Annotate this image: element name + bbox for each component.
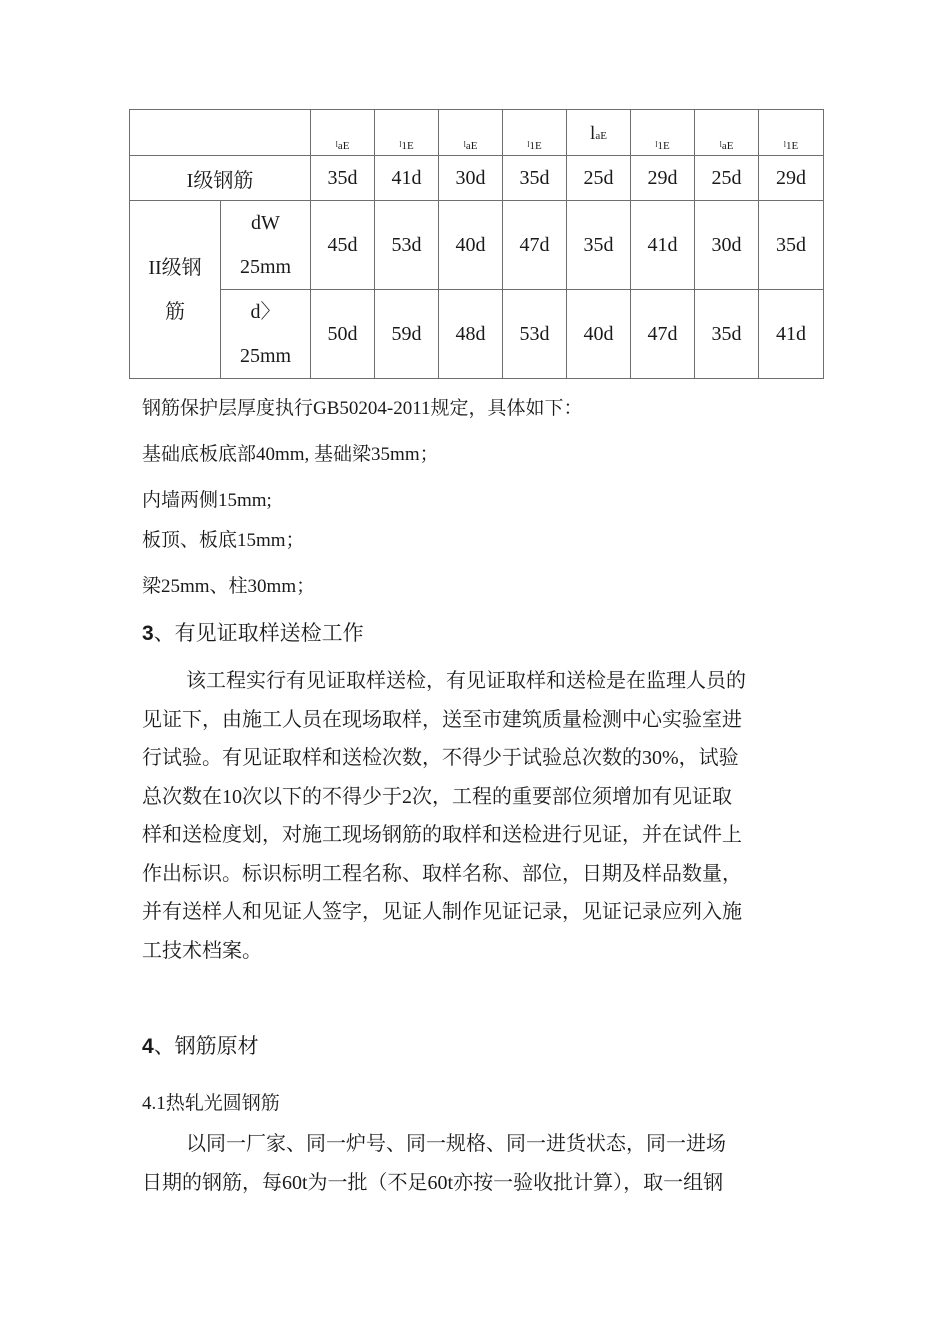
condition-line: dW (251, 212, 280, 234)
table-cell: 41d (375, 156, 439, 201)
condition-cell (221, 201, 311, 290)
table-cell: 35d (503, 156, 567, 201)
paragraph-line: 该工程实行有见证取样送检，有见证取样和送检是在监理人员的 (186, 670, 746, 692)
section-number: 4 (142, 1035, 154, 1058)
header-cell: $^l$aE (439, 110, 503, 156)
paragraph-line: 样和送检度划，对施工现场钢筋的取样和送检进行见证，并在试件上 (142, 824, 742, 846)
table-cell: 35d (311, 156, 375, 201)
table-cell: 35d (759, 201, 824, 290)
cover-intro: 钢筋保护层厚度执行GB50204-2011规定，具体如下： (142, 398, 583, 419)
paragraph-line: 作出标识。标识标明工程名称、取样名称、部位，日期及样品数量， (142, 862, 742, 885)
condition-line: 25mm (239, 345, 292, 367)
table-cell: 30d (695, 201, 759, 290)
section-4-heading (142, 1030, 259, 1060)
table-cell: 47d (503, 201, 567, 290)
table-cell: 40d (567, 290, 631, 379)
table-row (130, 156, 824, 201)
table-cell: 45d (311, 201, 375, 290)
table-cell: 35d (695, 290, 759, 379)
table-cell: 48d (439, 290, 503, 379)
table-cell: 47d (631, 290, 695, 379)
table-cell: 35d (567, 201, 631, 290)
header-empty-cell (130, 110, 311, 156)
table-cell: 25d (695, 156, 759, 201)
table-row (130, 290, 824, 379)
table-cell: 50d (311, 290, 375, 379)
paragraph-line: 总次数在10次以下的不得少于2次，工程的重要部位须增加有见证取 (142, 785, 732, 808)
section-4-1-heading: 4.1热轧光圆钢筋 (142, 1093, 280, 1114)
row-label: I级钢筋 (130, 156, 311, 201)
paragraph-line: 工技术档案。 (142, 939, 262, 962)
section-title: 、钢筋原材 (153, 1035, 259, 1058)
cover-line: 梁25mm、柱30mm； (142, 576, 316, 597)
table-cell: 53d (503, 290, 567, 379)
anchorage-length-table (129, 109, 824, 379)
table-cell: 41d (759, 290, 824, 379)
paragraph-line: 行试验。有见证取样和送检次数，不得少于试验总次数的30%，试验 (142, 747, 739, 769)
group-label-line: 筋 (165, 300, 185, 323)
paragraph-line: 并有送样人和见证人签字，见证人制作见证记录，见证记录应列入施 (142, 901, 742, 923)
cover-line: 内墙两侧15mm; (142, 490, 272, 511)
header-cell: $^l$aE (311, 110, 375, 156)
section-4-1-paragraph (142, 1125, 822, 1202)
table-cell: 59d (375, 290, 439, 379)
group-label (130, 201, 221, 379)
table-cell: 29d (759, 156, 824, 201)
section-number: 3 (142, 622, 154, 645)
header-cell: $^l$1E (375, 110, 439, 156)
paragraph-line: 见证下，由施工人员在现场取样，送至市建筑质量检测中心实验室进 (142, 708, 742, 731)
header-cell: $^l$1E (503, 110, 567, 156)
table-cell: 53d (375, 201, 439, 290)
cover-line: 基础底板底部40mm, 基础梁35mm； (142, 444, 439, 465)
header-cell: laE (567, 110, 631, 156)
header-cell: $^l$1E (631, 110, 695, 156)
table-cell: 41d (631, 201, 695, 290)
section-3-heading (142, 617, 364, 647)
paragraph-line: 以同一厂家、同一炉号、同一规格、同一进货状态，同一进场 (186, 1133, 726, 1155)
paragraph-line: 日期的钢筋，每60t为一批（不足60t亦按一验收批计算），取一组钢 (142, 1171, 724, 1194)
section-title: 、有见证取样送检工作 (153, 622, 364, 645)
table-cell: 30d (439, 156, 503, 201)
table-row (130, 201, 824, 290)
condition-line: d〉 (250, 301, 281, 323)
table-header-row (130, 110, 824, 156)
table-cell: 29d (631, 156, 695, 201)
condition-cell (221, 290, 311, 379)
condition-line: 25mm (239, 256, 292, 278)
group-label-line: II级钢 (148, 256, 202, 279)
section-3-paragraph (142, 662, 822, 970)
table-cell: 40d (439, 201, 503, 290)
table-cell: 25d (567, 156, 631, 201)
header-cell: $^l$aE (695, 110, 759, 156)
cover-line: 板顶、板底15mm； (142, 530, 305, 551)
header-cell: $^l$1E (759, 110, 824, 156)
